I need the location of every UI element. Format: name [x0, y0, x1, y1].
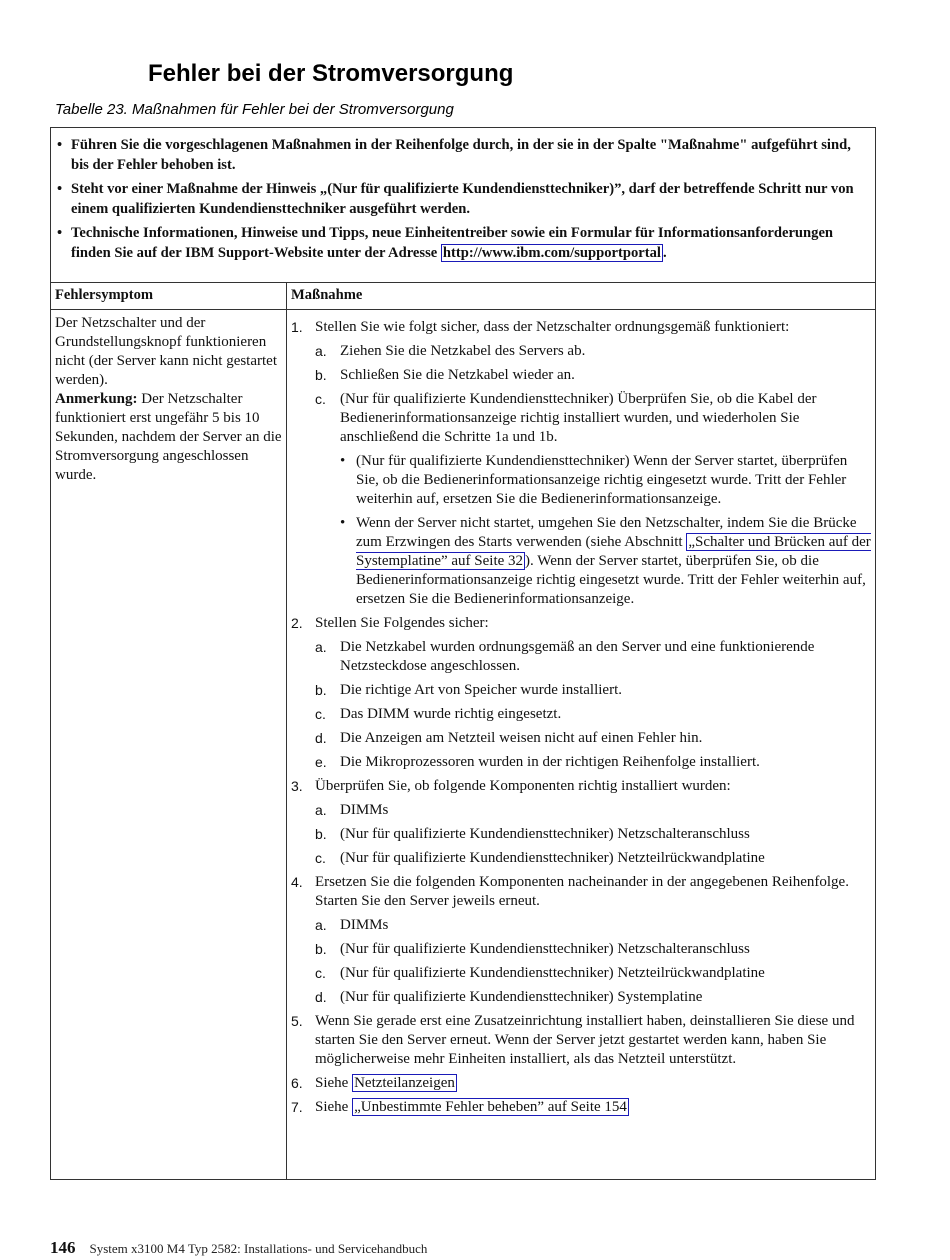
column-header-symptom: Fehlersymptom: [55, 287, 154, 303]
power-supply-leds-link[interactable]: Netzteilanzeigen: [354, 1075, 455, 1091]
step-4a: a. DIMMs: [315, 917, 389, 933]
step-2b: b. Die richtige Art von Speicher wurde installiert.: [315, 682, 623, 698]
actions-table: [50, 127, 876, 1180]
step-7: 7. Siehe „Unbestimmte Fehler beheben” auf Seite 154: [291, 1099, 627, 1115]
table-intro: [51, 128, 875, 283]
column-divider: [286, 283, 287, 1180]
step-6: 6. Siehe Netzteilanzeigen: [291, 1075, 455, 1091]
step-1b: b. Schließen Sie die Netzkabel wieder an.: [315, 367, 575, 383]
step-2: 2. Stellen Sie Folgendes sicher: a. Die Netzkabel wurden ordnungsgemäß an den Server und eine funktionierende Netzsteckdose angeschlossen. b. Die richtige Art von Speicher wurde installiert. c. Das DIMM wurde richtig eingesetzt. d. Die Anzeigen am Netzteil weisen nicht auf einen Fehler hin. e. Die Mikroprozessoren wurden in der richtigen Reihenfolge installiert.: [291, 614, 873, 772]
step-2a: a. Die Netzkabel wurden ordnungsgemäß an den Server und eine funktionierende Netzsteckdose angeschlossen.: [315, 639, 815, 674]
intro-item: • Technische Informationen, Hinweise und Tipps, neue Einheitentreiber sowie ein Formular für Informationsanforderungen finden Sie auf der IBM Support-Website unter der Adresse http://www.ibm.com/supportportal .: [57, 224, 863, 263]
step-4c: c. (Nur für qualifizierte Kundendiensttechniker) Netzteilrückwandplatine: [315, 965, 765, 981]
intro-item: • Führen Sie die vorgeschlagenen Maßnahmen in der Reihenfolge durch, in der sie in der Spalte "Maßnahme" aufgeführt sind, bis der Fehler behoben ist.: [57, 136, 863, 175]
step-3a: a. DIMMs: [315, 802, 389, 818]
table-header-row: [51, 283, 875, 310]
column-header-action: Maßnahme: [291, 287, 363, 303]
action-cell: [291, 318, 873, 1122]
step-2e: e. Die Mikroprozessoren wurden in der richtigen Reihenfolge installiert.: [315, 754, 760, 770]
step-1: 1. Stellen Sie wie folgt sicher, dass der Netzschalter ordnungsgemäß funktioniert: a. Ziehen Sie die Netzkabel des Servers ab. b. Schließen Sie die Netzkabel wieder an. c. (Nur für qualifizierte Kundendiensttechniker) Überprüfen Sie, ob die Kabel der Bedienerinformationsanzeige richtig installiert wurden, und wiederholen Sie anschließend die Schritte 1a und 1b. • (Nur für qualifizierte Kundendiensttechniker) Wenn der Server startet, überprüfen Sie, ob die Bedienerinformationsanzeige richtig eingesetzt wurde. Tritt der Fehler weiterhin auf, ersetzen Sie die Bedienerinformationsanzeige. • Wenn der Server nicht startet, umgehen Sie den Netzschalter, indem Sie die Brücke zum Erzwingen des Starts verwenden (siehe Abschnitt „Schalter und Brücken auf der Systemplatine” auf Seite 32 ). Wenn der Server startet, überprüfen Sie, ob die Bedienerinformationsanzeige richtig eingesetzt wurde. Tritt der Fehler weiterhin auf, ersetzen Sie die Bedienerinformationsanzeige.: [291, 318, 873, 609]
step-4b: b. (Nur für qualifizierte Kundendiensttechniker) Netzschalteranschluss: [315, 941, 750, 957]
page-title: Fehler bei der Stromversorgung: [148, 60, 514, 87]
step-1c: c. (Nur für qualifizierte Kundendiensttechniker) Überprüfen Sie, ob die Kabel der Bedienerinformationsanzeige richtig installiert wurden, und wiederholen Sie anschließend die Schritte 1a und 1b. • (Nur für qualifizierte Kundendiensttechniker) Wenn der Server startet, überprüfen Sie, ob die Bedienerinformationsanzeige richtig eingesetzt wurde. Tritt der Fehler weiterhin auf, ersetzen Sie die Bedienerinformationsanzeige. • Wenn der Server nicht startet, umgehen Sie den Netzschalter, indem Sie die Brücke zum Erzwingen des Starts verwenden (siehe Abschnitt „Schalter und Brücken auf der Systemplatine” auf Seite 32 ). Wenn der Server startet, überprüfen Sie, ob die Bedienerinformationsanzeige richtig eingesetzt wurde. Tritt der Fehler weiterhin auf, ersetzen Sie die Bedienerinformationsanzeige.: [315, 390, 873, 609]
bullet-icon: •: [340, 515, 346, 531]
step-1c-bullet: • (Nur für qualifizierte Kundendiensttechniker) Wenn der Server startet, überprüfen Sie, ob die Bedienerinformationsanzeige richtig eingesetzt wurde. Tritt der Fehler weiterhin auf, ersetzen Sie die Bedienerinformationsanzeige.: [340, 453, 848, 507]
page-number: 146: [50, 1238, 76, 1257]
step-3: 3. Überprüfen Sie, ob folgende Komponenten richtig installiert wurden: a. DIMMs b. (Nur für qualifizierte Kundendiensttechniker) Netzschalteranschluss c. (Nur für qualifizierte Kundendiensttechniker) Netzteilrückwandplatine: [291, 777, 873, 868]
footer-text: System x3100 M4 Typ 2582: Installations- und Servicehandbuch: [89, 1241, 428, 1256]
switches-jumpers-link[interactable]: „Schalter und Brücken auf der Systemplatine” auf Seite 32: [356, 534, 871, 569]
step-1a: a. Ziehen Sie die Netzkabel des Servers ab.: [315, 343, 586, 359]
symptom-cell: [55, 314, 283, 485]
step-2d: d. Die Anzeigen am Netzteil weisen nicht auf einen Fehler hin.: [315, 730, 703, 746]
step-2c: c. Das DIMM wurde richtig eingesetzt.: [315, 706, 562, 722]
support-portal-link[interactable]: http://www.ibm.com/supportportal: [442, 244, 661, 261]
undetermined-problems-link[interactable]: „Unbestimmte Fehler beheben” auf Seite 154: [354, 1099, 627, 1115]
note-text: Der Netzschalter funktioniert erst ungefähr 5 bis 10 Sekunden, nachdem der Server an die Stromversorgung angeschlossen wurde.: [55, 391, 282, 483]
note-label: Anmerkung:: [55, 391, 138, 407]
step-4: 4. Ersetzen Sie die folgenden Komponenten nacheinander in der angegebenen Reihenfolge. Starten Sie den Server jeweils erneut. a. DIMMs b. (Nur für qualifizierte Kundendiensttechniker) Netzschalteranschluss c. (Nur für qualifizierte Kundendiensttechniker) Netzteilrückwandplatine d. (Nur für qualifizierte Kundendiensttechniker) Systemplatine: [291, 873, 873, 1007]
step-1c-bullet: • Wenn der Server nicht startet, umgehen Sie den Netzschalter, indem Sie die Brücke zum Erzwingen des Starts verwenden (siehe Abschnitt „Schalter und Brücken auf der Systemplatine” auf Seite 32 ). Wenn der Server startet, überprüfen Sie, ob die Bedienerinformationsanzeige richtig eingesetzt wurde. Tritt der Fehler weiterhin auf, ersetzen Sie die Bedienerinformationsanzeige.: [340, 515, 871, 607]
intro-item: • Steht vor einer Maßnahme der Hinweis „(Nur für qualifizierte Kundendiensttechniker)”, darf der betreffende Schritt nur von einem qualifizierten Kundendiensttechniker ausgeführt werden.: [57, 180, 863, 219]
bullet-icon: •: [57, 225, 63, 241]
step-4d: d. (Nur für qualifizierte Kundendiensttechniker) Systemplatine: [315, 989, 703, 1005]
step-3b: b. (Nur für qualifizierte Kundendiensttechniker) Netzschalteranschluss: [315, 826, 750, 842]
step-5: 5. Wenn Sie gerade erst eine Zusatzeinrichtung installiert haben, deinstallieren Sie diese und starten Sie den Server erneut. Wenn der Server jetzt gestartet werden kann, haben Sie möglicherweise mehr Einheiten installiert, als das Netzteil unterstützt.: [291, 1013, 855, 1067]
bullet-icon: •: [57, 181, 63, 197]
table-caption: Tabelle 23. Maßnahmen für Fehler bei der Stromversorgung: [55, 101, 454, 118]
step-3c: c. (Nur für qualifizierte Kundendiensttechniker) Netzteilrückwandplatine: [315, 850, 765, 866]
bullet-icon: •: [57, 137, 63, 153]
symptom-text: Der Netzschalter und der Grundstellungsknopf funktionieren nicht (der Server kann nicht gestartet werden).: [55, 315, 277, 388]
page-footer: [50, 1238, 427, 1258]
bullet-icon: •: [340, 453, 346, 469]
